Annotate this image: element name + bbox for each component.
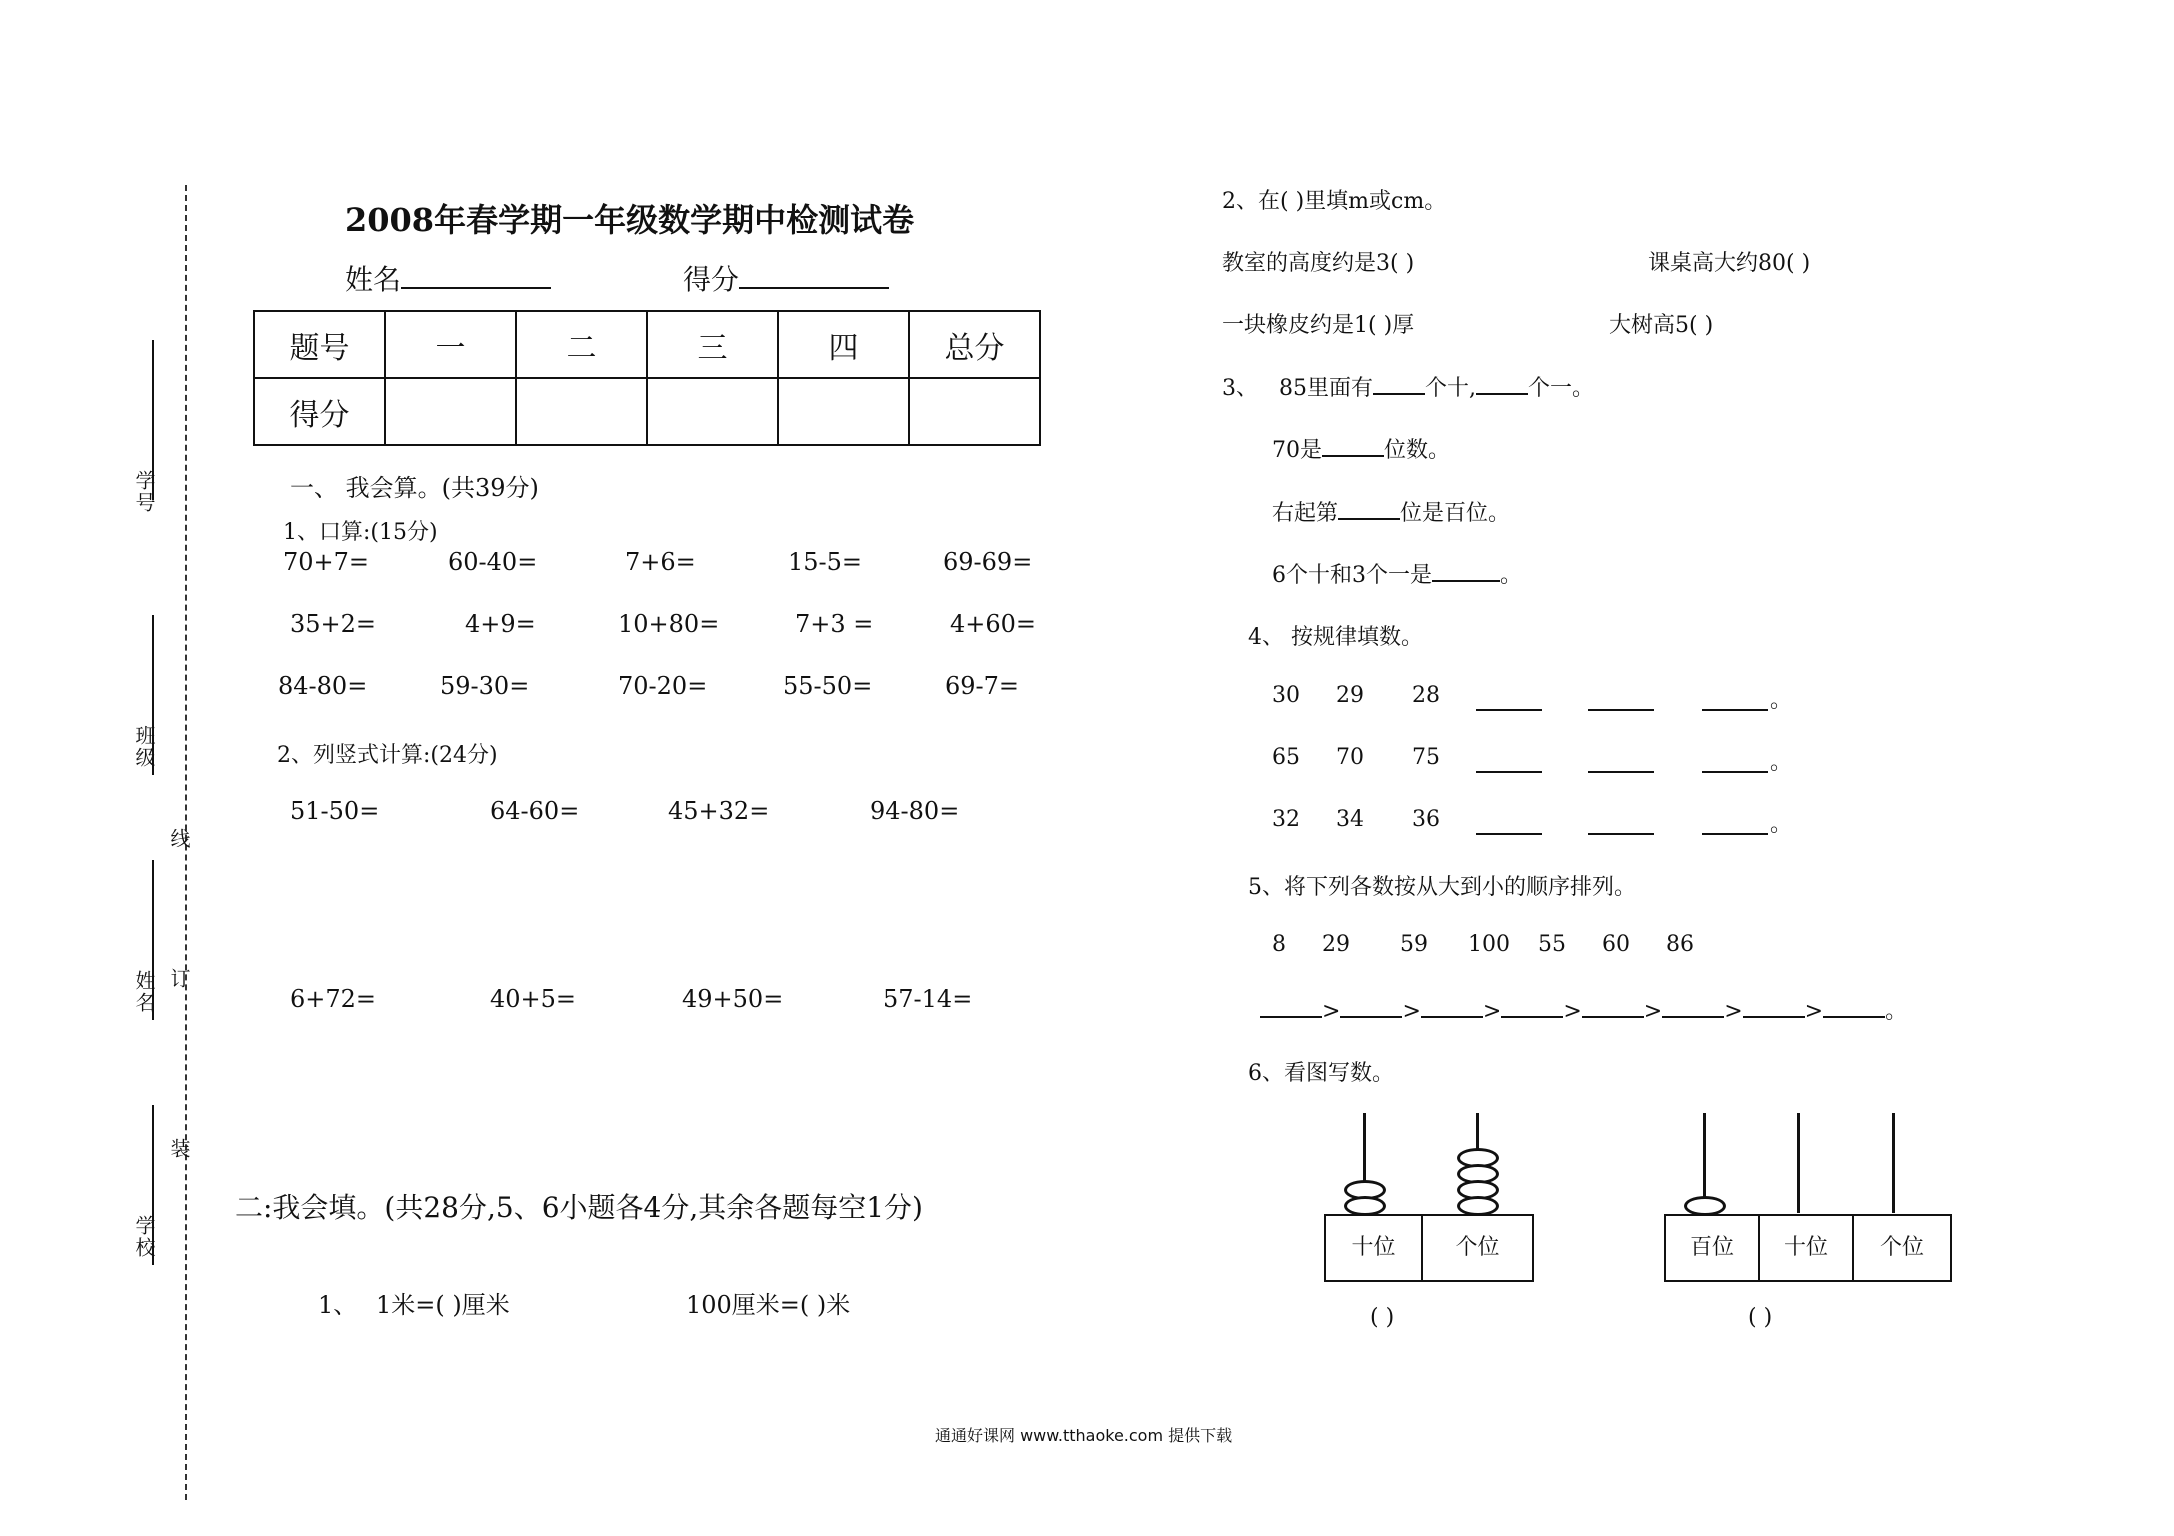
gt-sign: >	[1724, 999, 1743, 1024]
q3-c-pre: 右起第	[1272, 501, 1339, 526]
vertical-calc-label: 2、列竖式计算:(24分)	[277, 743, 498, 768]
name-label: 姓名	[132, 970, 156, 1014]
gt-sign: >	[1402, 999, 1421, 1024]
abacus-base	[1664, 1214, 1952, 1282]
abacus-1-answer[interactable]: ( )	[1370, 1305, 1395, 1330]
q5-number: 55	[1538, 932, 1566, 957]
q1-meter-to-cm[interactable]: 1米=( )厘米	[376, 1291, 510, 1319]
q6-label: 6、看图写数。	[1248, 1061, 1394, 1086]
q5-number: 60	[1602, 932, 1630, 957]
sequence-blank[interactable]	[1588, 833, 1654, 835]
q1-cm-to-meter[interactable]: 100厘米=( )米	[686, 1291, 851, 1319]
q5-numbers	[1272, 932, 1692, 962]
oral-calc-label: 1、口算:(15分)	[283, 520, 438, 545]
q3-line-1	[1222, 371, 1594, 402]
sequence-number: 29	[1336, 683, 1364, 708]
q3-number-blank[interactable]	[1432, 580, 1500, 582]
q4-row-2	[1272, 745, 1792, 775]
binding-mark-staple: 订	[167, 968, 191, 990]
q5-number: 86	[1666, 932, 1694, 957]
binding-mark-line: 线	[167, 828, 191, 850]
score-table-input-cell[interactable]	[647, 378, 778, 445]
gt-sign: >	[1482, 999, 1502, 1024]
name-field-label: 姓名	[345, 263, 402, 296]
q2-label: 2、在( )里填m或cm。	[1222, 189, 1447, 214]
oral-problem: 15-5=	[788, 548, 863, 576]
q5-ordering	[1260, 994, 1907, 1025]
abacus-bead	[1457, 1196, 1499, 1216]
oral-problem: 55-50=	[783, 672, 873, 700]
place-value-label: 十位	[1760, 1216, 1854, 1280]
sequence-blank[interactable]	[1476, 833, 1542, 835]
sequence-blank[interactable]	[1702, 771, 1768, 773]
student-id-label: 学号	[132, 470, 156, 514]
q4-row-1	[1272, 683, 1792, 713]
q3-line-3	[1272, 496, 1510, 527]
score-table-header-cell: 四	[778, 311, 909, 378]
vertical-problem: 64-60=	[490, 797, 580, 825]
vertical-problem: 94-80=	[870, 797, 960, 825]
section2-heading: 二:我会填。(共28分,5、6小题各4分,其余各题每空1分)	[235, 1191, 923, 1224]
ordering-blank[interactable]	[1421, 1016, 1483, 1018]
q3-num: 3、	[1222, 376, 1258, 401]
vertical-problem: 49+50=	[682, 985, 784, 1013]
abacus-2-answer[interactable]: ( )	[1748, 1305, 1773, 1330]
school-label: 学校	[132, 1215, 156, 1259]
abacus-rod	[1797, 1113, 1800, 1213]
name-field	[345, 258, 551, 298]
sequence-number: 34	[1336, 807, 1364, 832]
vertical-problem: 6+72=	[290, 985, 377, 1013]
oral-problem: 70+7=	[283, 548, 370, 576]
sequence-blank[interactable]	[1702, 709, 1768, 711]
oral-problem: 84-80=	[278, 672, 368, 700]
score-table-header-cell: 三	[647, 311, 778, 378]
place-value-label: 个位	[1879, 1235, 1924, 1260]
q4-row-3	[1272, 807, 1792, 837]
ordering-blank[interactable]	[1260, 1016, 1322, 1018]
q2-eraser-thickness[interactable]: 一块橡皮约是1( )厚	[1222, 313, 1415, 338]
page-title: 2008年春学期一年级数学期中检测试卷	[345, 201, 915, 239]
q3-a-pre: 85里面有	[1279, 376, 1373, 401]
ordering-blank[interactable]	[1582, 1016, 1644, 1018]
q5-number: 29	[1322, 932, 1350, 957]
sequence-blank[interactable]	[1702, 833, 1768, 835]
sequence-number: 75	[1412, 745, 1440, 770]
vertical-problem: 40+5=	[490, 985, 577, 1013]
q2-tree-height[interactable]: 大树高5( )	[1609, 313, 1714, 338]
score-table-header-row	[254, 311, 1040, 378]
binding-mark-bind: 装	[167, 1138, 191, 1160]
oral-problem: 4+60=	[950, 610, 1037, 638]
q5-number: 100	[1468, 932, 1510, 957]
q3-ones-blank[interactable]	[1476, 393, 1528, 395]
score-table-input-cell[interactable]	[909, 378, 1040, 445]
q3-b-post: 位数。	[1384, 438, 1451, 463]
q4-label: 4、 按规律填数。	[1248, 625, 1423, 650]
oral-problem: 69-7=	[945, 672, 1020, 700]
q3-line-2	[1272, 433, 1450, 464]
q5-label: 5、将下列各数按从大到小的顺序排列。	[1248, 875, 1636, 900]
q3-b-pre: 70是	[1272, 438, 1322, 463]
score-table-input-cell[interactable]	[385, 378, 516, 445]
q2-classroom-height[interactable]: 教室的高度约是3( )	[1222, 251, 1415, 276]
q3-tens-blank[interactable]	[1373, 393, 1425, 395]
oral-problem: 59-30=	[440, 672, 530, 700]
score-table-input-cell[interactable]	[516, 378, 647, 445]
place-value-label: 个位	[1455, 1235, 1500, 1260]
score-table-header-cell: 总分	[909, 311, 1040, 378]
q1-num: 1、	[318, 1291, 358, 1319]
oral-problem: 70-20=	[618, 672, 708, 700]
gt-sign: >	[1563, 999, 1582, 1024]
oral-problem: 7+6=	[625, 548, 696, 576]
sequence-end: 。	[1770, 750, 1793, 775]
score-table-input-cell[interactable]	[778, 378, 909, 445]
sequence-end: 。	[1770, 812, 1793, 837]
q3-line-4	[1272, 558, 1522, 589]
q3-d-pre: 6个十和3个一是	[1272, 563, 1432, 588]
q5-number: 59	[1400, 932, 1428, 957]
sequence-number: 70	[1336, 745, 1364, 770]
sequence-blank[interactable]	[1588, 709, 1654, 711]
sequence-blank[interactable]	[1476, 709, 1542, 711]
name-field-blank[interactable]	[401, 287, 551, 289]
score-field	[683, 258, 889, 298]
q3-c-post: 位是百位。	[1400, 501, 1511, 526]
q3-a-post: 个一。	[1528, 376, 1595, 401]
score-field-blank[interactable]	[739, 287, 889, 289]
q3-d-post: 。	[1500, 563, 1523, 588]
place-value-label: 十位	[1326, 1216, 1423, 1280]
sequence-number: 36	[1412, 807, 1440, 832]
oral-problem: 10+80=	[618, 610, 720, 638]
sequence-blank[interactable]	[1588, 771, 1654, 773]
vertical-problem: 51-50=	[290, 797, 380, 825]
sequence-number: 65	[1272, 745, 1300, 770]
ordering-blank[interactable]	[1340, 1016, 1402, 1018]
gt-sign: >	[1804, 999, 1824, 1024]
oral-problem: 35+2=	[290, 610, 377, 638]
q3-digits-blank[interactable]	[1322, 455, 1384, 457]
sequence-number: 30	[1272, 683, 1300, 708]
ordering-blank[interactable]	[1823, 1016, 1885, 1018]
footer-credit: 通通好课网 www.tthaoke.com 提供下载	[935, 1426, 1233, 1445]
ordering-blank[interactable]	[1501, 1016, 1563, 1018]
oral-problem: 4+9=	[465, 610, 536, 638]
abacus-rod	[1892, 1113, 1895, 1213]
sequence-blank[interactable]	[1476, 771, 1542, 773]
oral-problem: 69-69=	[943, 548, 1033, 576]
sequence-number: 32	[1272, 807, 1300, 832]
abacus-bead	[1344, 1196, 1386, 1216]
gt-sign: >	[1643, 999, 1663, 1024]
score-table	[253, 310, 1041, 446]
q5-number: 8	[1272, 932, 1286, 957]
vertical-problem: 57-14=	[883, 985, 973, 1013]
abacus-base	[1324, 1214, 1534, 1282]
score-table-score-row	[254, 378, 1040, 445]
sequence-end: 。	[1770, 688, 1793, 713]
vertical-problem: 45+32=	[668, 797, 770, 825]
q3-place-blank[interactable]	[1338, 518, 1400, 520]
ordering-blank[interactable]	[1743, 1016, 1805, 1018]
ordering-end: 。	[1885, 999, 1908, 1024]
q3-a-mid: 个十,	[1425, 376, 1476, 401]
oral-problem: 7+3 =	[795, 610, 874, 638]
section1-heading: 一、 我会算。(共39分)	[290, 474, 539, 502]
score-field-label: 得分	[683, 263, 740, 296]
oral-problem: 60-40=	[448, 548, 538, 576]
place-value-label: 百位	[1666, 1216, 1760, 1280]
score-table-header-cell: 题号	[254, 311, 385, 378]
score-table-row-label: 得分	[254, 378, 385, 445]
ordering-blank[interactable]	[1662, 1016, 1724, 1018]
gt-sign: >	[1322, 999, 1341, 1024]
sequence-number: 28	[1412, 683, 1440, 708]
score-table-header-cell: 二	[516, 311, 647, 378]
class-label: 班级	[132, 725, 156, 769]
score-table-header-cell: 一	[385, 311, 516, 378]
q2-desk-height[interactable]: 课桌高大约80( )	[1648, 251, 1811, 276]
abacus-bead	[1684, 1196, 1726, 1216]
